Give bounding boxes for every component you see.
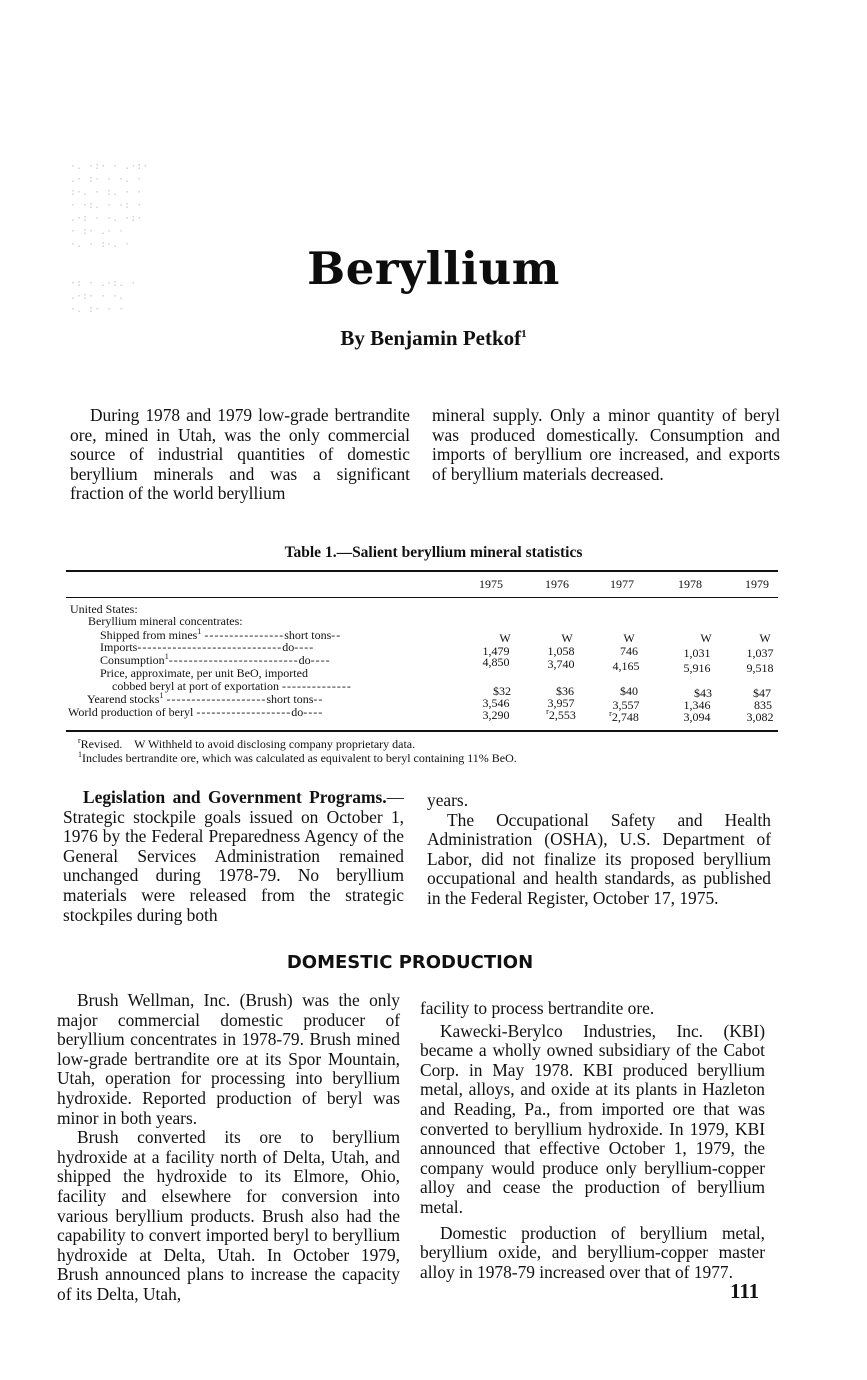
row-unit: do: [291, 705, 304, 719]
table-cell: W: [561, 631, 573, 645]
table-cell: W: [700, 631, 712, 645]
domestic-right-column: [420, 999, 765, 1282]
table-cell: $32: [493, 684, 511, 698]
year-header: 1977: [610, 577, 634, 591]
leader-dots: --------------------: [166, 692, 267, 706]
table-bottom-rule: [66, 730, 778, 732]
legislation-right-column: [427, 791, 771, 909]
intro-paragraph-left: During 1978 and 1979 low-grade bertrandite ore, mined in Utah, was the only commercial source of industrial quantities of domestic beryllium minerals and was a significant fraction of the world beryllium: [70, 405, 410, 504]
intro-right-column: [432, 406, 780, 484]
table-note-revised: [78, 737, 415, 751]
row-label-text: World production of beryl: [68, 705, 194, 719]
brush-paragraph-1: Brush Wellman, Inc. (Brush) was the only major commercial domestic producer of beryllium concentrates in 1978-79. Brush mined low-grade bertrandite ore at its Spor Mountain, Utah, operation for processing into beryllium hydroxide. Reported production of beryl was minor in both years.: [57, 990, 400, 1128]
table-subgroup-label: Beryllium mineral concentrates:: [88, 614, 243, 628]
table-cell: 1,058: [547, 644, 575, 658]
leader-dots: --: [313, 692, 324, 706]
table-row-label-continued: Price, approximate, per unit BeO, imported: [100, 666, 308, 680]
leader-dots: ----------------: [204, 628, 285, 642]
table-cell: W: [759, 631, 771, 645]
table-cell: 1,031: [683, 646, 711, 660]
row-label-text: Imports: [100, 640, 138, 654]
year-header: 1979: [745, 577, 769, 591]
legislation-left-column: [63, 788, 404, 925]
domestic-left-column: [57, 991, 400, 1305]
row-unit: short tons: [284, 628, 332, 642]
year-header: 1976: [545, 577, 569, 591]
bleed-through-marks: ·. ·:· · .·:· .· :· · ·. · :·. · :. · · · ·:. · ·: · .·: · ·. ·:· · :· .· · ·. · :·. · ·: · .·:. · .·:· · ·. ·. :· · ·: [70, 161, 149, 315]
row-label: [112, 680, 352, 692]
table-cell: 835: [754, 698, 772, 712]
row-label-text: cobbed beryl at port of exportation: [112, 679, 279, 693]
author-footnote-mark: 1: [521, 328, 527, 340]
table-cell: 1,479: [482, 644, 510, 658]
brush-paragraph-2: Brush converted its ore to beryllium hydroxide at a facility north of Delta, Utah, and shipped the hydroxide to its Elmore, Ohio, facility and elsewhere for conversion into various beryllium products. Brush also had the capability to convert imported beryl to beryllium hydroxide at Delta, Utah. In October 1979, Brush announced plans to increase the capacity of its Delta, Utah,: [57, 1127, 400, 1304]
table-cell: 3,082: [746, 710, 774, 724]
row-label: [68, 706, 323, 718]
table-cell: 3,094: [683, 710, 711, 724]
row-label-text: Yearend stocks: [87, 692, 160, 706]
table-cell: 3,557: [612, 698, 640, 712]
table-cell: 4,850: [482, 655, 510, 669]
table-cell: 746: [620, 644, 638, 658]
table-cell: 5,916: [683, 661, 711, 675]
table-cell: 1,037: [746, 646, 774, 660]
table-cell: 3,957: [547, 696, 575, 710]
legislation-text: —Strategic stockpile goals issued on October 1, 1976 by the Federal Preparedness Agency of the General Services Administration remained unchanged during 1978-79. No beryllium materials were released from the strategic stockpiles during both: [63, 787, 404, 925]
article-title: Beryllium: [307, 242, 560, 295]
leader-dots: ----: [303, 705, 324, 719]
table-caption: Table 1.—Salient beryllium mineral statistics: [284, 544, 583, 561]
intro-paragraph-right: mineral supply. Only a minor quantity of beryl was produced domestically. Consumption and imports of beryllium ore increased, and exports of beryllium materials decreased.: [432, 405, 780, 484]
row-label: [100, 641, 314, 653]
table-cell: [531, 709, 591, 721]
note-text: Includes bertrandite ore, which was calculated as equivalent to beryl containing 11% BeO.: [82, 751, 517, 765]
legislation-paragraph: [63, 788, 404, 925]
legislation-continued: years.: [427, 790, 469, 810]
table-cell: 3,546: [482, 696, 510, 710]
row-label-text: Shipped from mines: [100, 628, 198, 642]
note-text: Revised. W Withheld to avoid disclosing company proprietary data.: [80, 737, 416, 751]
table-cell: W: [499, 631, 511, 645]
table-top-rule: [66, 570, 778, 572]
intro-left-column: [70, 406, 410, 504]
year-header: 1975: [479, 577, 503, 591]
table-header-rule: [66, 597, 778, 598]
table-cell: $36: [556, 684, 574, 698]
row-label: [100, 654, 331, 666]
table-cell-value: 2,748: [611, 710, 639, 724]
table-cell-value: 2,553: [548, 708, 576, 722]
leader-dots: --: [331, 628, 342, 642]
table-cell: 4,165: [612, 659, 640, 673]
domestic-production-paragraph: Domestic production of beryllium metal, beryllium oxide, and beryllium-copper master alloy in 1978-79 increased over that of 1977.: [420, 1222, 765, 1282]
leader-dots: ----: [294, 640, 315, 654]
table-cell: 3,290: [482, 708, 510, 722]
row-label: [87, 693, 323, 705]
row-label-text: Consumption: [100, 653, 165, 667]
row-unit: do: [298, 653, 311, 667]
author-name: By Benjamin Petkof: [340, 326, 522, 350]
table-cell: $40: [620, 684, 638, 698]
footnote-mark: 1: [159, 691, 164, 700]
note-mark: 1: [78, 750, 82, 759]
row-unit: short tons: [266, 692, 314, 706]
revised-mark: r: [546, 707, 549, 716]
leader-dots: -----------------------------: [137, 640, 283, 654]
revised-mark: r: [609, 709, 612, 718]
table-cell: 1,346: [683, 698, 711, 712]
note-mark: r: [78, 736, 81, 745]
page-number: 111: [730, 1279, 760, 1303]
leader-dots: ----: [310, 653, 331, 667]
table-cell: [594, 711, 654, 723]
table-note-footnote: [78, 751, 517, 765]
kbi-paragraph: Kawecki-Berylco Industries, Inc. (KBI) became a wholly owned subsidiary of the Cabot Corp. in May 1978. KBI produced beryllium metal, alloys, and oxide at its plants in Hazleton and Reading, Pa., from imported ore that was converted to beryllium hydroxide. In 1979, KBI announced that effective October 1, 1979, the company would produce only beryllium-copper alloy and cease the production of beryllium metal.: [420, 1020, 765, 1217]
table-cell: W: [623, 631, 635, 645]
table-cell: 9,518: [746, 661, 774, 675]
table-cell: $47: [753, 686, 771, 700]
leader-dots: -------------------: [196, 705, 292, 719]
table-cell: $43: [694, 686, 712, 700]
footnote-mark: 1: [197, 627, 202, 636]
legislation-heading: Legislation and Government Programs.: [83, 787, 387, 807]
section-heading: DOMESTIC PRODUCTION: [286, 952, 534, 973]
author-byline: [0, 326, 867, 351]
leader-dots: --------------------------: [168, 653, 299, 667]
osha-paragraph: The Occupational Safety and Health Administration (OSHA), U.S. Department of Labor, did not finalize its proposed beryllium occupational and health standards, as published in the Federal Register, October 17, 1975.: [427, 809, 771, 908]
table-group-label: United States:: [70, 602, 138, 616]
footnote-mark: 1: [164, 652, 169, 661]
table-cell: 3,740: [547, 657, 575, 671]
leader-dots: --------------: [281, 679, 352, 693]
year-header: 1978: [678, 577, 702, 591]
row-unit: do: [282, 640, 295, 654]
domestic-continued: facility to process bertrandite ore.: [420, 998, 655, 1018]
